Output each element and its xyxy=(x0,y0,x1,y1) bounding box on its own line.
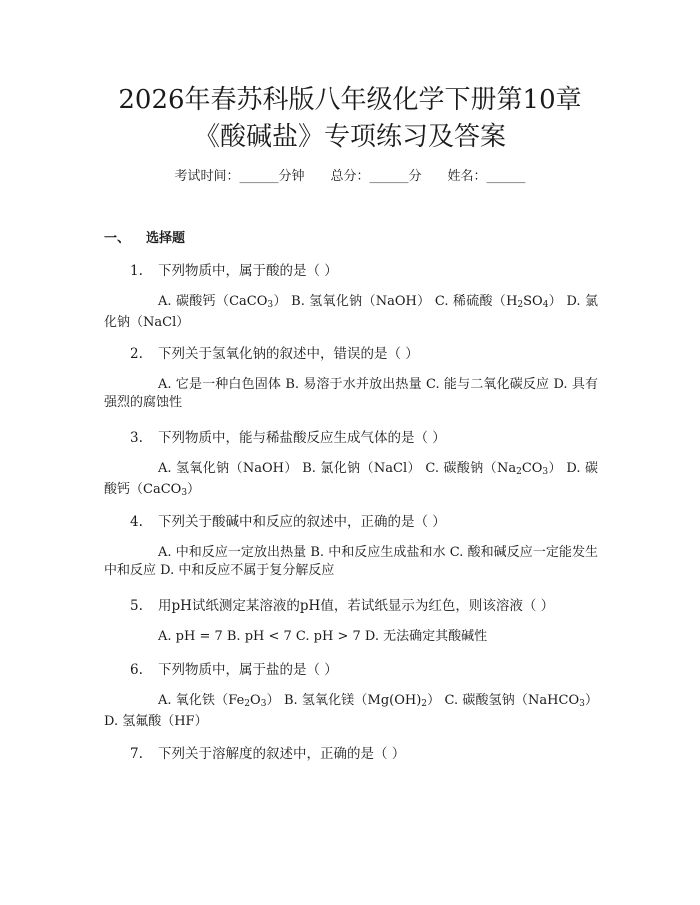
question-5 xyxy=(130,597,554,615)
question-number: 5. xyxy=(130,598,143,614)
question-2-options: A. 它是一种白色固体 B. 易溶于水并放出热量 C. 能与二氧化碳反应 D. 具有强烈的腐蚀性 xyxy=(104,377,598,410)
question-stem: 下列关于溶解度的叙述中，正确的是（ ） xyxy=(158,746,406,762)
question-stem: 下列关于氢氧化钠的叙述中，错误的是（ ） xyxy=(158,346,419,362)
question-6 xyxy=(130,661,338,679)
page-title-line2: 《酸碱盐》专项练习及答案 xyxy=(193,122,506,152)
question-number: 6. xyxy=(130,662,143,678)
exam-meta xyxy=(0,168,700,186)
question-3 xyxy=(130,429,446,447)
question-5-options: A. pH = 7 B. pH < 7 C. pH > 7 D. 无法确定其酸碱性 xyxy=(158,629,488,644)
section-title: 选择题 xyxy=(146,231,186,246)
question-stem: 下列物质中，能与稀盐酸反应生成气体的是（ ） xyxy=(158,430,446,446)
question-number: 2. xyxy=(130,346,143,362)
question-number: 7. xyxy=(130,746,143,762)
question-number: 3. xyxy=(130,430,143,446)
question-6-options: A. 氧化铁$(Fe_2O_3)$ B. 氢氧化镁$(Mg(OH)_2)$ C. 碳酸氢钠（NaHCO$_3$） D. 氢氟酸（HF） xyxy=(104,693,598,729)
question-4-options: A. 中和反应一定放出热量 B. 中和反应生成盐和水 C. 酸和碱反应一定能发生中和反应 D. 中和反应不属于复分解反应 xyxy=(104,545,598,578)
section-heading xyxy=(104,230,185,248)
question-stem: 下列关于酸碱中和反应的叙述中，正确的是（ ） xyxy=(158,514,446,530)
question-stem: 下列物质中，属于酸的是（ ） xyxy=(158,263,338,279)
question-stem: 用pH试纸测定某溶液的pH值，若试纸显示为红色，则该溶液（ ） xyxy=(158,598,555,614)
question-4 xyxy=(130,513,446,531)
question-1 xyxy=(130,262,338,280)
question-number: 1. xyxy=(130,263,143,279)
question-number: 4. xyxy=(130,514,143,530)
question-7 xyxy=(130,745,405,763)
page-title-line1: 2026年春苏科版八年级化学下册第10章 xyxy=(118,85,582,115)
question-stem: 下列物质中，属于盐的是（ ） xyxy=(158,662,338,678)
total-score-label: 总分：______分 xyxy=(330,169,422,184)
section-number: 一、 xyxy=(104,231,131,246)
question-2 xyxy=(130,345,419,363)
question-3-options: A. 氢氧化钠（NaOH） B. 氯化钠（NaCl） C. 碳酸钠$(Na_2CO_3)$ D. 碳酸钙（CaCO$_3$） xyxy=(104,461,598,498)
question-1-options: A. 碳酸钙（CaCO$_3$） B. 氢氧化钠（NaOH） C. 稀硫酸$(H_2SO_4)$ D. 氯化钠（NaCl） xyxy=(104,294,598,330)
exam-time-label: 考试时间：______分钟 xyxy=(174,169,305,184)
student-name-label: 姓名：______ xyxy=(447,169,526,184)
